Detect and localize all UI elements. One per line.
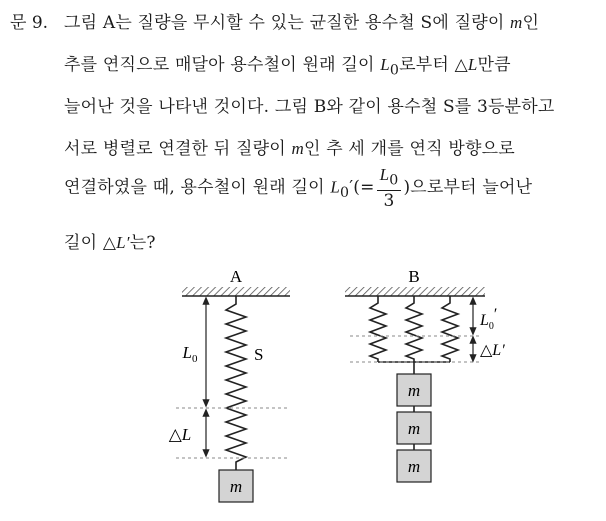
question-line-6: 길이 △L′는? — [64, 233, 156, 253]
question-line-1: 그림 A는 질량을 무시할 수 있는 균질한 용수철 S에 질량이 m인 — [64, 13, 540, 33]
figure-b-mass-3-label: m — [407, 457, 421, 476]
question-line-2: 추를 연직으로 매달아 용수철이 원래 길이 $L_0$로부터 △L만큼 — [64, 55, 511, 79]
question-number: 문 9. — [10, 13, 49, 33]
fraction-l0-over-3: $\frac{L_0}{3}$ — [377, 165, 402, 211]
figure-a-mass-label: m — [229, 477, 243, 496]
figure-b-length-label: $L_0'$ — [480, 306, 498, 332]
figure-b-ceiling-hatch — [345, 287, 485, 296]
question-line-5: 연결하였을 때, 용수철이 원래 길이 $L_0'(=$ $\frac{L_0}{3}$ )으로부터 늘어난 — [64, 165, 533, 212]
figure-a-stretch-label: △L — [168, 425, 192, 444]
figure-a-spring-label: S — [254, 345, 264, 364]
figure-b-spring-middle — [406, 296, 422, 362]
figure-a-spring — [226, 296, 246, 470]
figure-b-mass-1-label: m — [407, 381, 421, 400]
figure-b-label: B — [408, 267, 420, 286]
figure-a-label: A — [229, 267, 243, 286]
figure-b-spring-left — [370, 296, 386, 362]
question-line-4: 서로 병렬로 연결한 뒤 질량이 m인 추 세 개를 연직 방향으로 — [64, 139, 515, 159]
figure-b-stretch-label: △L′ — [480, 342, 505, 359]
figure-b-mass-2-label: m — [407, 419, 421, 438]
figure-b-spring-right — [442, 296, 458, 362]
figure-a-ceiling-hatch — [182, 287, 290, 296]
figure-a-length-label: $L_0$ — [182, 343, 198, 365]
question-line-3: 늘어난 것을 나타낸 것이다. 그림 B와 같이 용수철 S를 3등분하고 — [64, 97, 555, 117]
